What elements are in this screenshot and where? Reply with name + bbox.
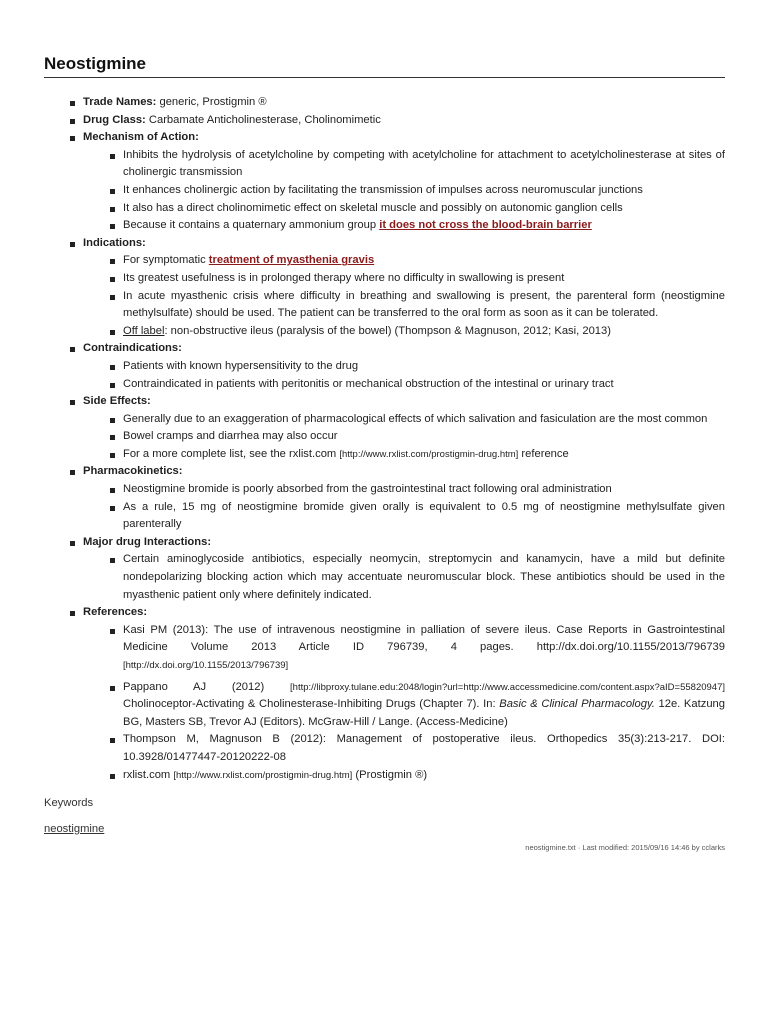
page-title: Neostigmine bbox=[44, 54, 147, 73]
article-content bbox=[0, 94, 768, 784]
indications-section: Indications: For symptomatic treatment of myasthenia gravis Its greatest usefulness is in prolonged therapy where no difficulty in swallowing is present In acute myasthenic crisis where difficulty in breathing and swallowing is present, the parenteral form (neostigmine methylsulfate) should be used. The patient can be transferred to the oral form as soon as it can be tolerated. Off label: non-obstructive ileus (paralysis of the bowel) (Thompson & Magnuson, 2012; Kasi, 2013) bbox=[0, 235, 768, 341]
section-list bbox=[0, 94, 768, 784]
list-item: In acute myasthenic crisis where difficulty in breathing and swallowing is present, the parenteral form (neostigmine methylsulfate) should be used. The patient can be transferred to the oral form as soon as it can be tolerated. bbox=[0, 288, 768, 323]
pappano-url: [http://libproxy.tulane.edu:2048/login?url=http://www.accessmedicine.com/content.aspx?aID=55820947] bbox=[290, 681, 725, 693]
contraindications-section: Contraindications: Patients with known hypersensitivity to the drug Contraindicated in patients with peritonitis or mechanical obstruction of the intestinal or urinary tract bbox=[0, 340, 768, 393]
side-effects-section: Side Effects: Generally due to an exaggeration of pharmacological effects of which salivation and fasiculation are the most common Bowel cramps and diarrhea may also occur For a more complete list, see the rxlist.com [http://www.rxlist.com/prostigmin-drug.htm] reference bbox=[0, 393, 768, 463]
references-section: References: Kasi PM (2013): The use of intravenous neostigmine in palliation of severe ileus. Case Reports in Gastrointestinal Medicine Volume 2013 Article ID 796739, 4 pages. http://dx.doi.org/10.1155/2013/796739 [http://dx.doi.org/10.1155/2013/796739] Pappano AJ (2012) [http://libproxy.tulane.edu:2048/login?url=http://www.accessmedicine.com/content.aspx?aID=55820947] Cholinoceptor-Activating & Cholinesterase-Inhibiting Drugs (Chapter 7). In: Basic & Clinical Pharmacology. 12e. Katzung BG, Masters SB, Trevor AJ (Editors). McGraw-Hill / Lange. (Access-Medicine) Thompson M, Magnuson B (2012): Management of postoperative ileus. Orthopedics 35(3):213-217. DOI: 10.3928/01477447-20120222-08 rxlist.com [http://www.rxlist.com/prostigmin-drug.htm] (Prostigmin ®) bbox=[0, 604, 768, 784]
list-item: For a more complete list, see the rxlist.com [http://www.rxlist.com/prostigmin-drug.htm] reference bbox=[0, 446, 768, 464]
reference-item: Thompson M, Magnuson B (2012): Management of postoperative ileus. Orthopedics 35(3):213-217. DOI: 10.3928/01477447-20120222-08 bbox=[0, 731, 768, 766]
side-effects-list bbox=[83, 411, 725, 464]
list-item: Neostigmine bromide is poorly absorbed from the gastrointestinal tract following oral administration bbox=[0, 481, 768, 499]
mechanism-list bbox=[83, 147, 725, 235]
reference-item: rxlist.com [http://www.rxlist.com/prostigmin-drug.htm] (Prostigmin ®) bbox=[0, 767, 768, 785]
list-item: Because it contains a quaternary ammonium group it does not cross the blood-brain barrier bbox=[0, 217, 768, 235]
mechanism-section: Mechanism of Action: Inhibits the hydrolysis of acetylcholine by competing with acetylcholine for attachment to acetylcholinesterase at sites of cholinergic transmission It enhances cholinergic action by facilitating the transmission of impulses across neuromuscular junctions It also has a direct cholinomimetic effect on skeletal muscle and possibly on autonomic ganglion cells Because it contains a quaternary ammonium group it does not cross the blood-brain barrier bbox=[0, 129, 768, 235]
interactions-section: Major drug Interactions: Certain aminoglycoside antibiotics, especially neomycin, streptomycin and kanamycin, have a mild but definite nondepolarizing blocking action which may accentuate neuromuscular block. These antibiotics should be used in the myasthenic patient only where definitely indicated. bbox=[0, 534, 768, 604]
keywords-label: Keywords bbox=[44, 797, 94, 809]
list-item: It enhances cholinergic action by facilitating the transmission of impulses across neuromuscular junctions bbox=[0, 182, 768, 200]
myasthenia-gravis-link[interactable]: treatment of myasthenia gravis bbox=[208, 254, 375, 267]
keyword-link[interactable]: neostigmine bbox=[44, 823, 105, 835]
list-item: Bowel cramps and diarrhea may also occur bbox=[0, 428, 768, 446]
off-label-link[interactable]: Off label bbox=[123, 324, 165, 337]
indications-list bbox=[83, 252, 725, 340]
list-item: Its greatest usefulness is in prolonged therapy where no difficulty in swallowing is present bbox=[0, 270, 768, 288]
reference-item: Kasi PM (2013): The use of intravenous neostigmine in palliation of severe ileus. Case Reports in Gastrointestinal Medicine Volume 2013 Article ID 796739, 4 pages. http://dx.doi.org/10.1155/2013/796739 [http://dx.doi.org/10.1155/2013/796739] bbox=[0, 622, 768, 675]
trade-names-item: Trade Names: generic, Prostigmin ® bbox=[0, 94, 768, 112]
list-item: Off label: non-obstructive ileus (paralysis of the bowel) (Thompson & Magnuson, 2012; Kasi, 2013) bbox=[0, 323, 768, 341]
rxlist-url: [http://www.rxlist.com/prostigmin-drug.htm] bbox=[339, 448, 519, 460]
list-item: It also has a direct cholinomimetic effect on skeletal muscle and possibly on autonomic ganglion cells bbox=[0, 200, 768, 218]
list-item: Patients with known hypersensitivity to the drug bbox=[0, 358, 768, 376]
list-item: Contraindicated in patients with peritonitis or mechanical obstruction of the intestinal or urinary tract bbox=[0, 376, 768, 394]
reference-item: Pappano AJ (2012) [http://libproxy.tulane.edu:2048/login?url=http://www.accessmedicine.com/content.aspx?aID=55820947] Cholinoceptor-Activating & Cholinesterase-Inhibiting Drugs (Chapter 7). In: Basic & Clinical Pharmacology. 12e. Katzung BG, Masters SB, Trevor AJ (Editors). McGraw-Hill / Lange. (Access-Medicine) bbox=[0, 679, 768, 732]
page-footer: neostigmine.txt · Last modified: 2015/09/16 14:46 by cclarks bbox=[525, 843, 725, 852]
rxlist-reference-url: [http://www.rxlist.com/prostigmin-drug.htm] bbox=[173, 769, 353, 781]
list-item: Certain aminoglycoside antibiotics, especially neomycin, streptomycin and kanamycin, have a mild but definite nondepolarizing blocking action which may accentuate neuromuscular block. These antibiotics should be used in the myasthenic patient only where definitely indicated. bbox=[0, 551, 768, 604]
interactions-list bbox=[83, 551, 725, 604]
list-item: Generally due to an exaggeration of pharmacological effects of which salivation and fasiculation are the most common bbox=[0, 411, 768, 429]
bbb-link[interactable]: it does not cross the blood-brain barrier bbox=[379, 219, 592, 232]
pharmacokinetics-list bbox=[83, 481, 725, 534]
title-divider bbox=[44, 77, 725, 78]
contraindications-list bbox=[83, 358, 725, 393]
list-item: Inhibits the hydrolysis of acetylcholine by competing with acetylcholine for attachment to acetylcholinesterase at sites of cholinergic transmission bbox=[0, 147, 768, 182]
kasi-url: [http://dx.doi.org/10.1155/2013/796739] bbox=[123, 660, 289, 671]
pharmacokinetics-section: Pharmacokinetics: Neostigmine bromide is poorly absorbed from the gastrointestinal tract following oral administration As a rule, 15 mg of neostigmine bromide given orally is equivalent to 0.5 mg of neostigmine methylsulfate given parenterally bbox=[0, 463, 768, 533]
list-item: For symptomatic treatment of myasthenia gravis bbox=[0, 252, 768, 270]
references-list bbox=[83, 622, 725, 784]
drug-class-item: Drug Class: Carbamate Anticholinesterase, Cholinomimetic bbox=[0, 112, 768, 130]
list-item: As a rule, 15 mg of neostigmine bromide given orally is equivalent to 0.5 mg of neostigmine methylsulfate given parenterally bbox=[0, 499, 768, 534]
